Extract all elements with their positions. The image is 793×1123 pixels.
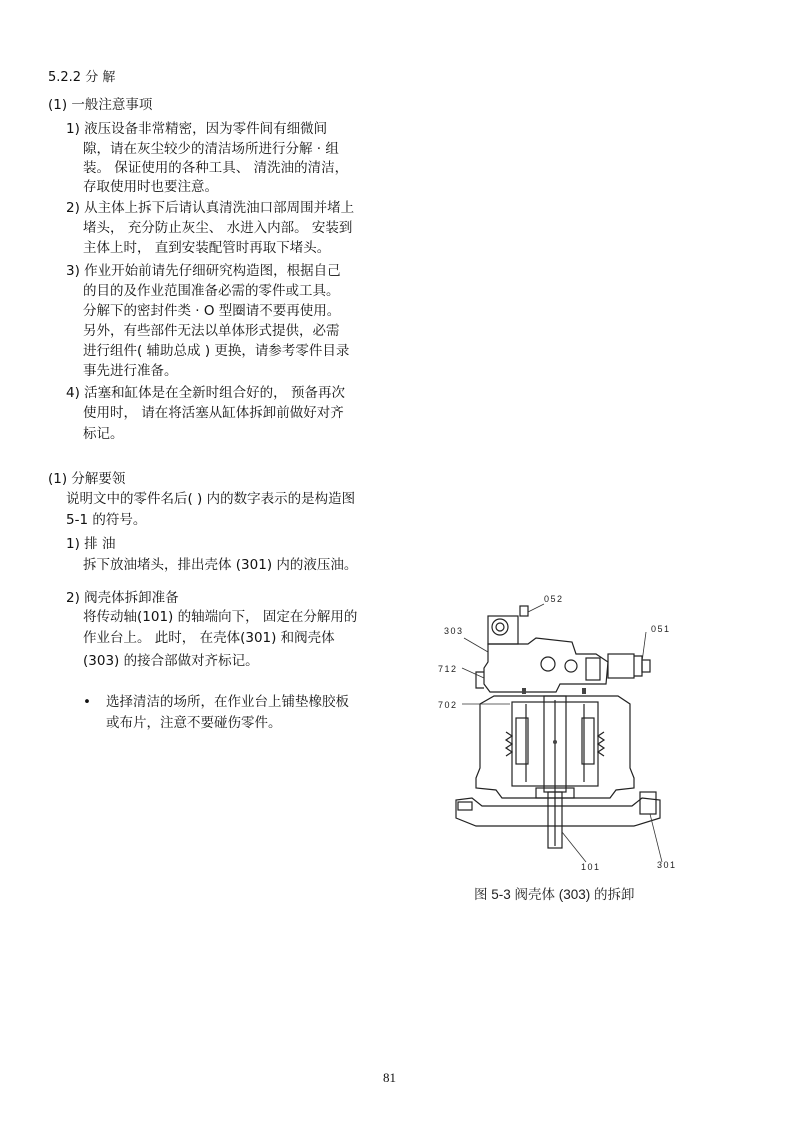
item4-line2: 使用时， 请在将活塞从缸体拆卸前做好对齐 [83, 405, 344, 421]
step1-title: 1) 排 油 [66, 536, 116, 552]
label-303: 303 [444, 626, 464, 636]
step2-title: 2) 阀壳体拆卸准备 [66, 590, 179, 606]
item3-line4: 另外，有些部件无法以单体形式提供，必需 [83, 323, 340, 339]
page-number: 81 [383, 1070, 396, 1085]
procedure-intro-line2: 5-1 的符号。 [66, 512, 147, 528]
item1-line4: 存取使用时也要注意。 [83, 179, 218, 195]
item3-line2: 的目的及作业范围准备必需的零件或工具。 [83, 283, 340, 299]
label-712: 712 [438, 664, 458, 674]
bullet-symbol: • [83, 694, 91, 710]
label-052: 052 [544, 594, 564, 604]
label-702: 702 [438, 700, 458, 710]
item4-line3: 标记。 [83, 426, 124, 442]
figure-caption: 图 5-3 阀壳体 (303) 的拆卸 [474, 887, 635, 902]
step2-line1: 将传动轴(101) 的轴端向下， 固定在分解用的 [83, 609, 358, 625]
item3-line3: 分解下的密封件类 · O 型圈请不要再使用。 [83, 303, 341, 319]
item3-line5: 进行组件( 辅助总成 ) 更换，请参考零件目录 [83, 343, 350, 359]
item1-line3: 装。 保证使用的各种工具、 清洗油的清洁， [83, 160, 349, 176]
section-title: 5.2.2 分 解 [48, 70, 116, 85]
label-051: 051 [651, 624, 671, 634]
label-101: 101 [581, 862, 601, 872]
bullet-line2: 或布片，注意不要碰伤零件。 [106, 715, 282, 731]
item3-line1: 3) 作业开始前请先仔细研究构造图，根据自己 [66, 263, 341, 279]
valve-housing-diagram [436, 592, 686, 870]
step2-line3: (303) 的接合部做对齐标记。 [83, 653, 259, 669]
item4-line1: 4) 活塞和缸体是在全新时组合好的， 预备再次 [66, 385, 345, 401]
label-301: 301 [657, 860, 677, 870]
step1-line1: 拆下放油堵头，排出壳体 (301) 内的液压油。 [83, 557, 358, 573]
item1-line2: 隙，请在灰尘较少的清洁场所进行分解 · 组 [83, 141, 339, 157]
procedure-heading: (1) 分解要领 [48, 471, 126, 487]
bullet-line1: 选择清洁的场所，在作业台上铺垫橡胶板 [106, 694, 349, 710]
item3-line6: 事先进行准备。 [83, 363, 178, 379]
item2-line2: 堵头， 充分防止灰尘、 水进入内部。 安装到 [83, 220, 353, 236]
item1-line1: 1) 液压设备非常精密，因为零件间有细微间 [66, 121, 328, 137]
step2-line2: 作业台上。 此时， 在壳体(301) 和阀壳体 [83, 630, 335, 646]
procedure-intro-line1: 说明文中的零件名后( ) 内的数字表示的是构造图 [66, 491, 356, 507]
item2-line1: 2) 从主体上拆下后请认真清洗油口部周围并堵上 [66, 200, 355, 216]
item2-line3: 主体上时， 直到安装配管时再取下堵头。 [83, 240, 331, 256]
general-heading: (1) 一般注意事项 [48, 97, 153, 113]
